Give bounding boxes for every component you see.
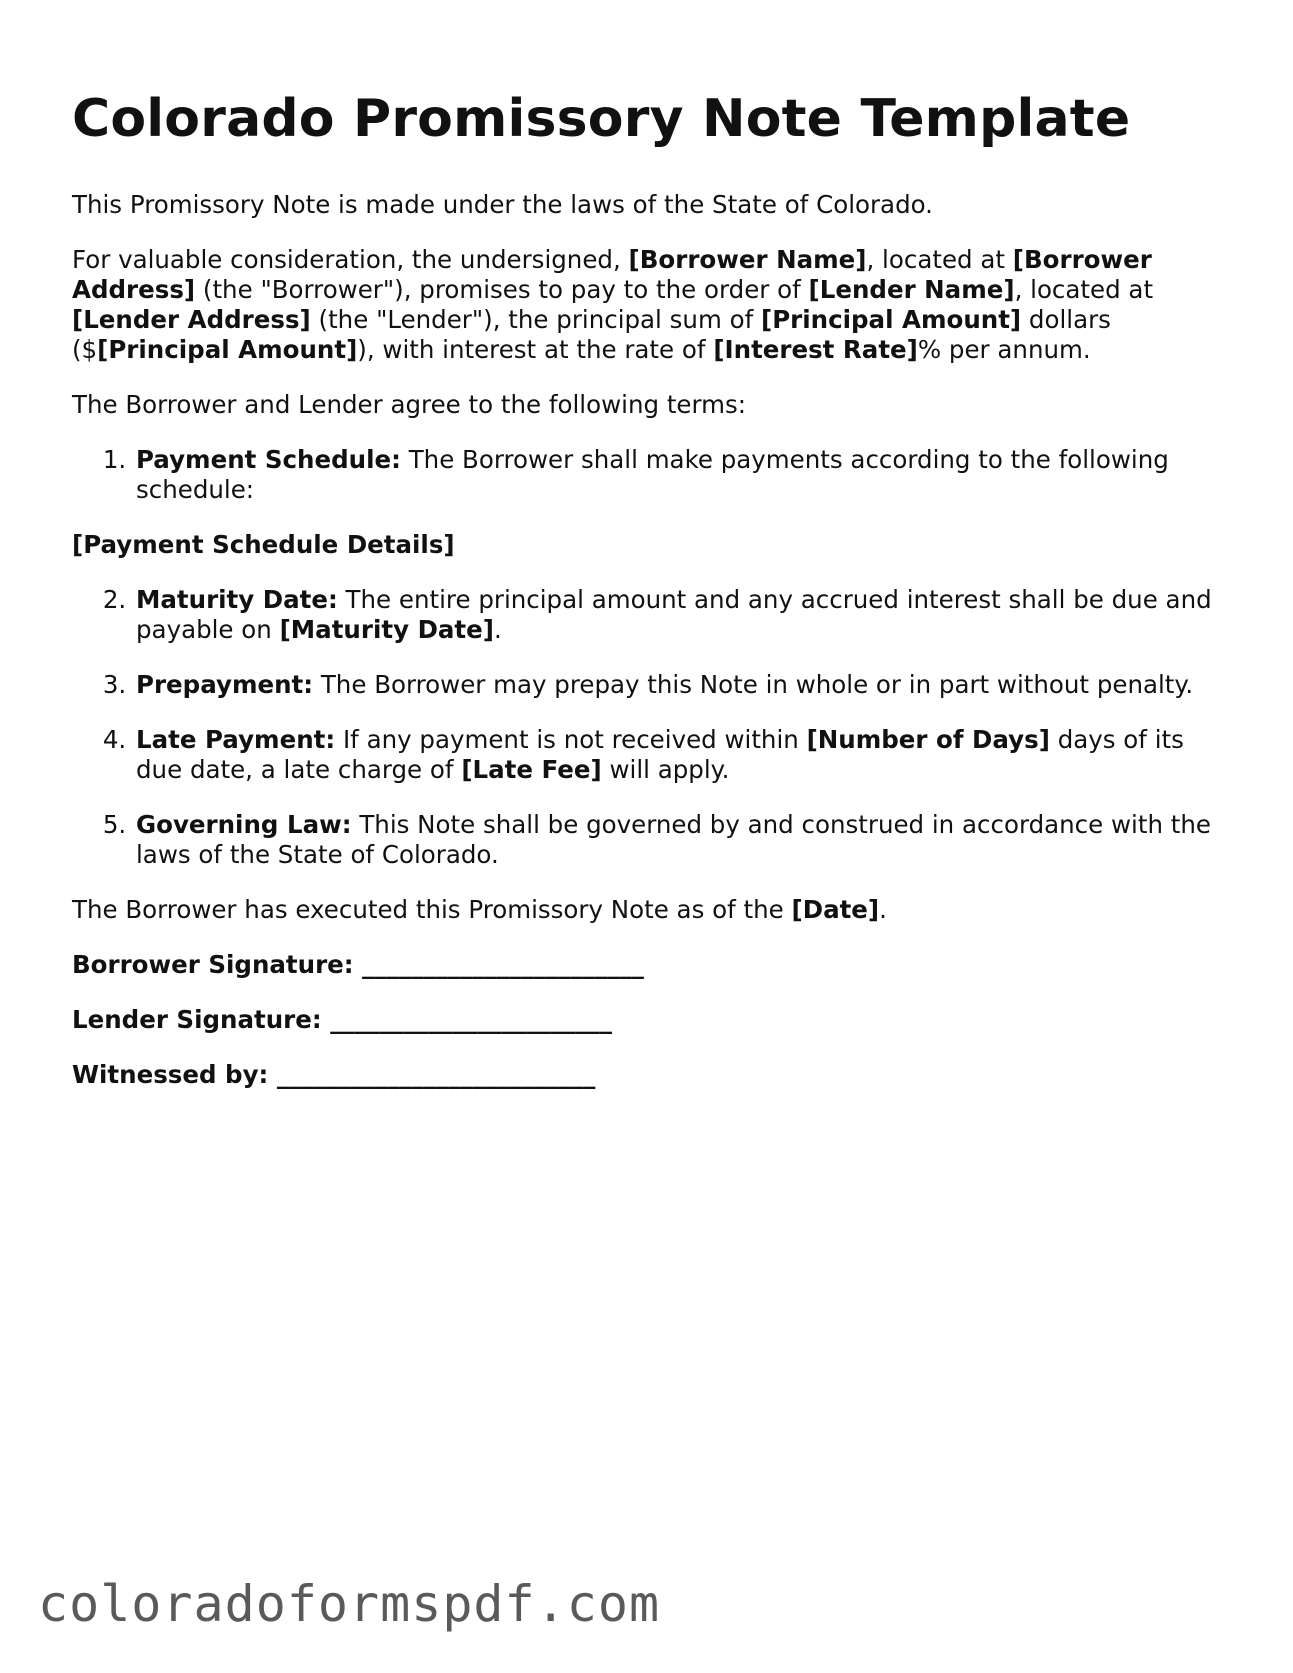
number-of-days-placeholder: [Number of Days] [806,725,1050,755]
term-text: The Borrower may prepay this Note in whole or in part without penalty. [313,670,1194,700]
consideration-paragraph [72,245,1222,365]
term-text: . [493,615,502,645]
term-governing-law [134,810,1222,870]
execution-text: The Borrower has executed this Promissory Note as of the [72,895,792,925]
term-text: If any payment is not received within [335,725,807,755]
term-text: will apply. [601,755,730,785]
terms-list [72,585,1222,870]
late-fee-placeholder: [Late Fee] [461,755,602,785]
lender-signature-label: Lender Signature: [72,1005,322,1035]
borrower-signature-field[interactable]: _______________________ [362,950,644,980]
site-watermark: coloradoformspdf.com [38,1575,661,1633]
execution-paragraph [72,895,1222,925]
borrower-address-placeholder: [Borrower Address] [72,245,1152,305]
term-text: The entire principal amount and any accrued interest shall be due and payable on [136,585,1212,645]
principal-amount-placeholder: [Principal Amount] [761,305,1022,335]
consideration-text: For valuable consideration, the undersigned, [72,245,629,275]
document-page [72,88,1222,1115]
consideration-text: (the "Lender"), the principal sum of [310,305,762,335]
term-label: Prepayment: [136,670,314,700]
consideration-text: dollars ($ [72,305,1111,365]
lender-address-placeholder: [Lender Address] [72,305,311,335]
maturity-date-placeholder: [Maturity Date] [279,615,494,645]
consideration-text: , located at [1014,275,1154,305]
lender-signature-field[interactable]: _______________________ [330,1005,612,1035]
term-label: Maturity Date: [136,585,338,615]
term-prepayment [134,670,1222,700]
terms-list [72,445,1222,505]
principal-amount-placeholder: [Principal Amount] [97,335,358,365]
borrower-signature-line [72,950,1222,980]
term-payment-schedule [134,445,1222,505]
payment-schedule-details-placeholder: [Payment Schedule Details] [72,530,455,560]
consideration-text: (the "Borrower"), promises to pay to the order of [195,275,809,305]
consideration-text: , located at [866,245,1013,275]
execution-text: . [879,895,887,925]
consideration-text: ), with interest at the rate of [357,335,714,365]
date-placeholder: [Date] [791,895,880,925]
lender-signature-line [72,1005,1222,1035]
term-label: Late Payment: [136,725,336,755]
borrower-signature-label: Borrower Signature: [72,950,354,980]
witness-signature-label: Witnessed by: [72,1060,269,1090]
witness-signature-line [72,1060,1222,1090]
intro-paragraph: This Promissory Note is made under the laws of the State of Colorado. [72,190,933,220]
term-text: days of its due date, a late charge of [136,725,1184,785]
consideration-text: % per annum. [917,335,1091,365]
borrower-name-placeholder: [Borrower Name] [628,245,867,275]
payment-schedule-details [72,530,1222,560]
interest-rate-placeholder: [Interest Rate] [713,335,918,365]
term-text: The Borrower shall make payments according to the following schedule: [136,445,1169,505]
term-text: This Note shall be governed by and construed in accordance with the laws of the State of Colorado. [136,810,1211,870]
terms-intro: The Borrower and Lender agree to the following terms: [72,390,747,420]
term-maturity-date [134,585,1222,645]
lender-name-placeholder: [Lender Name] [808,275,1015,305]
term-label: Payment Schedule: [136,445,401,475]
document-title: Colorado Promissory Note Template [72,89,1131,149]
term-late-payment [134,725,1222,785]
term-label: Governing Law: [136,810,352,840]
witness-signature-field[interactable]: __________________________ [276,1060,596,1090]
